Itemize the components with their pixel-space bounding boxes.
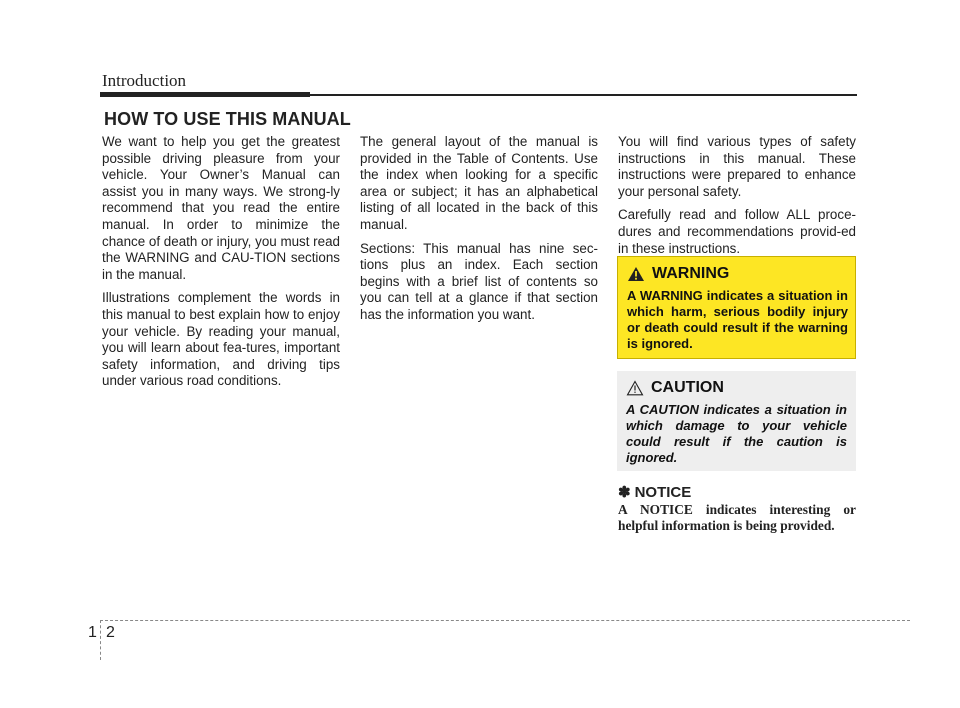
page-number: 2 (106, 624, 115, 641)
notice-title: NOTICE (634, 483, 692, 501)
text-column-2 (360, 134, 598, 331)
caution-triangle-icon (626, 380, 644, 396)
warning-header (627, 265, 729, 283)
paragraph: We want to help you get the greatest possible driving pleasure from your vehicle. Your Owner’s Manual can assist you in many ways. We strong-ly recommend that you read the entire manual. In order to minimize the chance of death or injury, you must read the WARNING and CAU-TION sections in the manual. (102, 134, 340, 282)
footer-vertical-divider (100, 620, 101, 660)
warning-box (617, 256, 856, 359)
text-column-3 (618, 134, 856, 264)
paragraph: Carefully read and follow ALL proce-dures and recommendations provid-ed in these instructions. (618, 207, 856, 256)
paragraph: Illustrations complement the words in this manual to best explain how to enjoy your vehicle. By reading your manual, you will learn about fea-tures, important safety information, and driving tips under various road conditions. (102, 290, 340, 389)
asterisk-icon: ✽ (618, 484, 631, 501)
text-column-1 (102, 134, 340, 397)
caution-header (626, 379, 724, 397)
paragraph: You will find various types of safety instructions in this manual. These instructions were prepared to enhance your personal safety. (618, 134, 856, 199)
paragraph: Sections: This manual has nine sec-tions plus an index. Each section begins with a brief list of contents so you can tell at a glance if that section has the information you want. (360, 240, 598, 322)
caution-text: A CAUTION indicates a situation in which damage to your vehicle could result if the caution is ignored. (626, 402, 847, 465)
footer-divider (100, 620, 910, 621)
caution-box (617, 371, 856, 471)
paragraph: The general layout of the manual is provided in the Table of Contents. Use the index when looking for a specific area or subject; it has an alphabetical listing of all located in the back of this manual. (360, 134, 598, 232)
warning-title: WARNING (652, 265, 730, 282)
notice-heading (618, 483, 691, 501)
notice-text: A NOTICE indicates interesting or helpful information is being provided. (618, 502, 856, 533)
chapter-number: 1 (88, 624, 97, 641)
warning-text: A WARNING indicates a situation in which harm, serious bodily injury or death could result if the warning is ignored. (627, 288, 848, 351)
header-rule-thick (100, 92, 310, 97)
section-heading: HOW TO USE THIS MANUAL (104, 109, 351, 129)
caution-title: CAUTION (651, 379, 724, 396)
page-header-title: Introduction (102, 71, 187, 90)
warning-triangle-icon (627, 266, 645, 282)
header-rule-thin (310, 94, 857, 96)
